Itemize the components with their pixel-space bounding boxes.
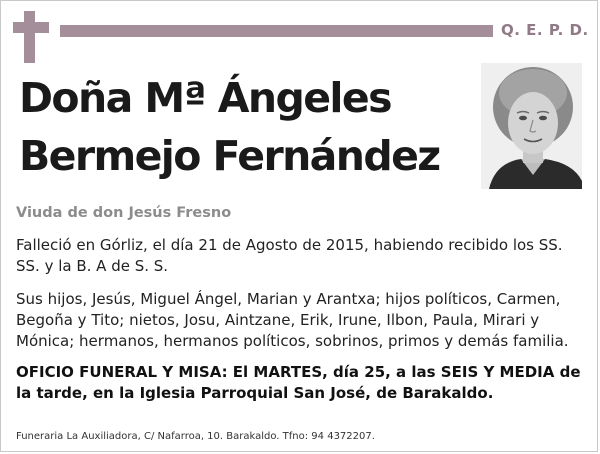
qepd-label: Q. E. P. D.	[501, 21, 589, 39]
family-text: Sus hijos, Jesús, Miguel Ángel, Marian y Arantxa; hijos políticos, Carmen, Begoña y Tito; nietos, Josu, Aintzane, Erik, Irune, Ilbon, Paula, Mirari y Mónica; hermanos, hermanos políticos, sobrinos, primos y demás familia.	[16, 290, 569, 350]
funeral-home-footer: Funeraria La Auxiliadora, C/ Nafarroa, 10. Barakaldo. Tfno: 94 4372207.	[16, 431, 375, 442]
deceased-name	[19, 69, 469, 185]
portrait-photo	[481, 63, 582, 189]
death-notice-text: Falleció en Górliz, el día 21 de Agosto de 2015, habiendo recibido los SS. SS. y la B. A de S. S.	[16, 236, 563, 275]
widow-subtitle: Viuda de don Jesús Fresno	[16, 205, 232, 221]
header-divider-bar	[60, 25, 493, 37]
funeral-service-text: OFICIO FUNERAL Y MISA: El MARTES, día 25, a las SEIS Y MEDIA de la tarde, en la Iglesia Parroquial San José, de Barakaldo.	[16, 363, 581, 402]
name-line-1: Doña Mª Ángeles	[19, 74, 391, 122]
name-line-2: Bermejo Fernández	[19, 132, 440, 180]
